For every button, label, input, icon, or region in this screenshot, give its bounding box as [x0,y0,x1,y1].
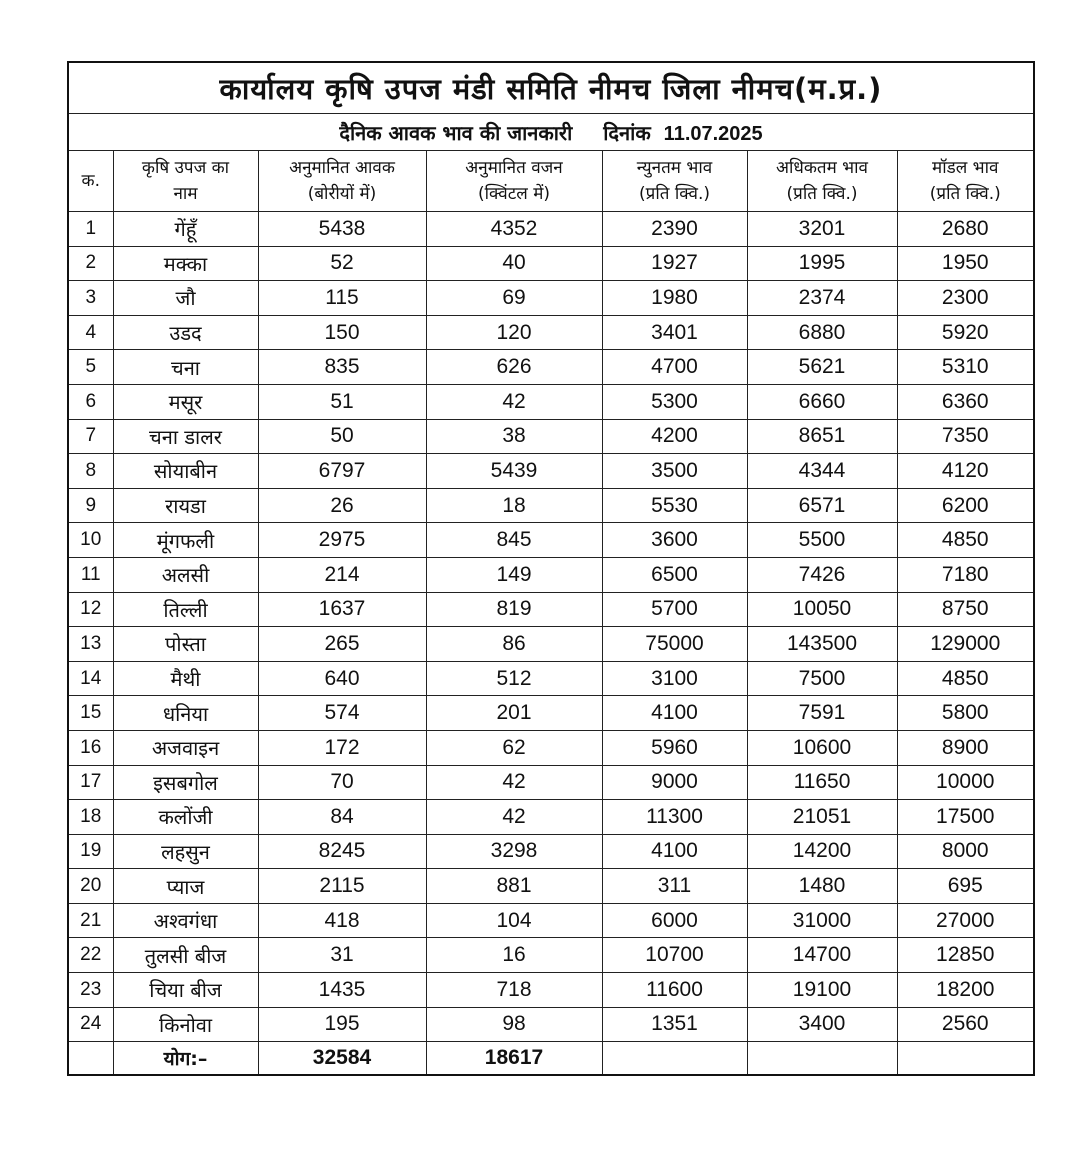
daily-arrival-price-table [67,61,1035,1076]
serial-number: 23 [68,973,113,1008]
min-price: 5530 [602,488,747,523]
crop-name: मैथी [113,661,258,696]
weight-quintal: 16 [426,938,602,973]
table-row [68,557,1034,592]
arrivals-bags: 1637 [258,592,426,627]
arrivals-bags: 418 [258,903,426,938]
min-price: 11300 [602,800,747,835]
arrivals-bags: 2975 [258,523,426,558]
table-row [68,661,1034,696]
serial-number: 5 [68,350,113,385]
arrivals-bags: 835 [258,350,426,385]
modal-price: 6360 [897,384,1034,419]
weight-quintal: 38 [426,419,602,454]
crop-name: किनोवा [113,1007,258,1042]
min-price: 75000 [602,627,747,662]
header-line: अनुमानित वजन [465,158,563,178]
arrivals-bags: 1435 [258,973,426,1008]
total-empty-max [747,1042,897,1076]
max-price: 14700 [747,938,897,973]
crop-name: तुलसी बीज [113,938,258,973]
subtitle-text: दैनिक आवक भाव की जानकारी [339,120,573,145]
crop-name: गेंहूँ [113,212,258,247]
arrivals-bags: 115 [258,281,426,316]
crop-name: लहसुन [113,834,258,869]
max-price: 6660 [747,384,897,419]
weight-quintal: 42 [426,384,602,419]
col-header-min-price [602,151,747,212]
weight-quintal: 62 [426,730,602,765]
arrivals-bags: 195 [258,1007,426,1042]
min-price: 5700 [602,592,747,627]
modal-price: 1950 [897,246,1034,281]
header-line: (प्रति क्वि.) [786,184,858,204]
min-price: 11600 [602,973,747,1008]
max-price: 11650 [747,765,897,800]
modal-price: 129000 [897,627,1034,662]
header-line: न्युनतम भाव [636,158,713,178]
table-row [68,488,1034,523]
weight-quintal: 104 [426,903,602,938]
header-line: मॉडल भाव [932,158,999,178]
serial-number: 22 [68,938,113,973]
arrivals-bags: 574 [258,696,426,731]
arrivals-bags: 6797 [258,454,426,489]
total-weight: 18617 [426,1042,602,1076]
serial-number: 8 [68,454,113,489]
crop-name: सोयाबीन [113,454,258,489]
total-arrivals: 32584 [258,1042,426,1076]
table-row [68,523,1034,558]
arrivals-bags: 2115 [258,869,426,904]
crop-name: तिल्ली [113,592,258,627]
weight-quintal: 3298 [426,834,602,869]
min-price: 1980 [602,281,747,316]
crop-name: जौ [113,281,258,316]
header-line: (क्विंटल में) [477,184,551,204]
table-row [68,730,1034,765]
total-empty-modal [897,1042,1034,1076]
crop-name: रायडा [113,488,258,523]
crop-name: मूंगफली [113,523,258,558]
serial-number: 14 [68,661,113,696]
crop-name: अजवाइन [113,730,258,765]
weight-quintal: 42 [426,800,602,835]
min-price: 4200 [602,419,747,454]
min-price: 2390 [602,212,747,247]
table-body [68,212,1034,1042]
weight-quintal: 5439 [426,454,602,489]
crop-name: इसबगोल [113,765,258,800]
serial-number: 19 [68,834,113,869]
weight-quintal: 718 [426,973,602,1008]
max-price: 5621 [747,350,897,385]
total-row [68,1042,1034,1076]
serial-number: 4 [68,315,113,350]
col-header-modal-price [897,151,1034,212]
min-price: 3401 [602,315,747,350]
arrivals-bags: 640 [258,661,426,696]
weight-quintal: 40 [426,246,602,281]
col-header-max-price [747,151,897,212]
serial-number: 2 [68,246,113,281]
weight-quintal: 120 [426,315,602,350]
table-row [68,696,1034,731]
table-row [68,315,1034,350]
min-price: 4700 [602,350,747,385]
modal-price: 18200 [897,973,1034,1008]
max-price: 8651 [747,419,897,454]
max-price: 10600 [747,730,897,765]
serial-number: 12 [68,592,113,627]
crop-name: अश्वगंधा [113,903,258,938]
max-price: 143500 [747,627,897,662]
modal-price: 7180 [897,557,1034,592]
weight-quintal: 881 [426,869,602,904]
min-price: 3500 [602,454,747,489]
modal-price: 5920 [897,315,1034,350]
arrivals-bags: 84 [258,800,426,835]
max-price: 6571 [747,488,897,523]
serial-number: 20 [68,869,113,904]
modal-price: 8750 [897,592,1034,627]
header-line: क. [81,171,100,191]
table-row [68,903,1034,938]
modal-price: 4850 [897,661,1034,696]
table-row [68,938,1034,973]
weight-quintal: 201 [426,696,602,731]
table-row [68,419,1034,454]
crop-name: प्याज [113,869,258,904]
crop-name: मसूर [113,384,258,419]
max-price: 19100 [747,973,897,1008]
table-row [68,869,1034,904]
header-line: (बोरीयों में) [307,184,377,204]
arrivals-bags: 50 [258,419,426,454]
weight-quintal: 845 [426,523,602,558]
arrivals-bags: 52 [258,246,426,281]
crop-name: चिया बीज [113,973,258,1008]
weight-quintal: 18 [426,488,602,523]
crop-name: कलोंजी [113,800,258,835]
crop-name: धनिया [113,696,258,731]
crop-name: अलसी [113,557,258,592]
report-subtitle [68,114,1034,151]
serial-number: 13 [68,627,113,662]
serial-number: 7 [68,419,113,454]
min-price: 1351 [602,1007,747,1042]
page-title: कार्यालय कृषि उपज मंडी समिति नीमच जिला नीमच(म.प्र.) [68,62,1034,114]
weight-quintal: 149 [426,557,602,592]
modal-price: 8900 [897,730,1034,765]
modal-price: 6200 [897,488,1034,523]
serial-number: 15 [68,696,113,731]
arrivals-bags: 70 [258,765,426,800]
table-row [68,592,1034,627]
weight-quintal: 69 [426,281,602,316]
weight-quintal: 512 [426,661,602,696]
weight-quintal: 98 [426,1007,602,1042]
min-price: 4100 [602,834,747,869]
serial-number: 11 [68,557,113,592]
modal-price: 4120 [897,454,1034,489]
arrivals-bags: 8245 [258,834,426,869]
modal-price: 2560 [897,1007,1034,1042]
modal-price: 8000 [897,834,1034,869]
weight-quintal: 819 [426,592,602,627]
col-header-weight [426,151,602,212]
max-price: 3201 [747,212,897,247]
max-price: 14200 [747,834,897,869]
col-header-sn [68,151,113,212]
serial-number: 21 [68,903,113,938]
table-row [68,212,1034,247]
serial-number: 9 [68,488,113,523]
table-row [68,384,1034,419]
min-price: 9000 [602,765,747,800]
header-line: (प्रति क्वि.) [929,184,1001,204]
min-price: 6000 [602,903,747,938]
max-price: 21051 [747,800,897,835]
crop-name: चना डालर [113,419,258,454]
max-price: 1995 [747,246,897,281]
serial-number: 3 [68,281,113,316]
crop-name: उडद [113,315,258,350]
modal-price: 695 [897,869,1034,904]
max-price: 4344 [747,454,897,489]
serial-number: 10 [68,523,113,558]
min-price: 4100 [602,696,747,731]
column-header-row [68,151,1034,212]
weight-quintal: 4352 [426,212,602,247]
header-line: नाम [173,184,198,204]
arrivals-bags: 265 [258,627,426,662]
weight-quintal: 42 [426,765,602,800]
min-price: 6500 [602,557,747,592]
header-line: अनुमानित आवक [289,158,395,178]
total-label: योग:– [113,1042,258,1076]
arrivals-bags: 150 [258,315,426,350]
modal-price: 17500 [897,800,1034,835]
modal-price: 12850 [897,938,1034,973]
report-date: 11.07.2025 [663,122,763,145]
serial-number: 17 [68,765,113,800]
max-price: 3400 [747,1007,897,1042]
modal-price: 10000 [897,765,1034,800]
max-price: 7426 [747,557,897,592]
arrivals-bags: 172 [258,730,426,765]
table-row [68,800,1034,835]
max-price: 1480 [747,869,897,904]
max-price: 7500 [747,661,897,696]
weight-quintal: 626 [426,350,602,385]
table-row [68,834,1034,869]
max-price: 10050 [747,592,897,627]
col-header-crop-name [113,151,258,212]
modal-price: 27000 [897,903,1034,938]
modal-price: 5800 [897,696,1034,731]
serial-number: 18 [68,800,113,835]
min-price: 311 [602,869,747,904]
crop-name: पोस्ता [113,627,258,662]
table-row [68,454,1034,489]
table-row [68,281,1034,316]
max-price: 2374 [747,281,897,316]
arrivals-bags: 31 [258,938,426,973]
max-price: 7591 [747,696,897,731]
date-label: दिनांक [603,120,651,145]
max-price: 5500 [747,523,897,558]
modal-price: 7350 [897,419,1034,454]
max-price: 31000 [747,903,897,938]
arrivals-bags: 5438 [258,212,426,247]
modal-price: 2300 [897,281,1034,316]
min-price: 3100 [602,661,747,696]
weight-quintal: 86 [426,627,602,662]
serial-number: 16 [68,730,113,765]
table-row [68,246,1034,281]
serial-number: 6 [68,384,113,419]
table-row [68,973,1034,1008]
max-price: 6880 [747,315,897,350]
serial-number: 24 [68,1007,113,1042]
min-price: 1927 [602,246,747,281]
table-row [68,1007,1034,1042]
header-line: अधिकतम भाव [776,158,868,178]
col-header-arrivals [258,151,426,212]
min-price: 5300 [602,384,747,419]
table-row [68,627,1034,662]
table-row [68,350,1034,385]
header-line: (प्रति क्वि.) [639,184,710,204]
modal-price: 5310 [897,350,1034,385]
header-line: कृषि उपज का [141,158,230,178]
min-price: 10700 [602,938,747,973]
modal-price: 4850 [897,523,1034,558]
modal-price: 2680 [897,212,1034,247]
crop-name: चना [113,350,258,385]
total-empty-sn [68,1042,113,1076]
serial-number: 1 [68,212,113,247]
arrivals-bags: 26 [258,488,426,523]
min-price: 3600 [602,523,747,558]
table-row [68,765,1034,800]
arrivals-bags: 51 [258,384,426,419]
arrivals-bags: 214 [258,557,426,592]
crop-name: मक्का [113,246,258,281]
min-price: 5960 [602,730,747,765]
total-empty-min [602,1042,747,1076]
